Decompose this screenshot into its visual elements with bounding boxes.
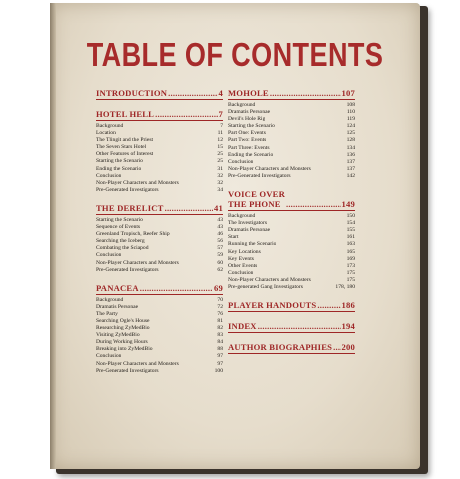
entry-title: Non-Player Characters and Monsters <box>96 360 179 367</box>
toc-section-heading[interactable] <box>228 88 355 98</box>
section-title: INTRODUCTION <box>96 88 168 98</box>
toc-entry[interactable] <box>96 158 223 165</box>
entry-page-number: 34 <box>217 186 223 193</box>
toc-entry[interactable] <box>96 325 223 332</box>
entry-page-number: 175 <box>346 269 355 276</box>
entry-page-number: 59 <box>217 252 223 259</box>
page-title: TABLE OF CONTENTS <box>86 36 384 73</box>
section-title: PANACEA <box>96 282 139 293</box>
toc-section <box>228 300 355 312</box>
section-title: THE DERELICT <box>96 202 164 213</box>
entry-page-number: 178, 180 <box>335 283 355 290</box>
toc-left-column <box>96 88 223 384</box>
entry-page-number: 165 <box>346 248 355 255</box>
entry-title: Non-Player Characters and Monsters <box>228 165 311 172</box>
dot-leader <box>165 203 213 213</box>
toc-section-heading[interactable] <box>228 300 355 310</box>
entry-page-number: 32 <box>217 172 223 179</box>
dot-leader <box>258 321 341 331</box>
entry-page-number: 83 <box>217 332 223 339</box>
entry-title: Pre-Generated Investigators <box>96 367 159 374</box>
entry-title: Visiting ZyMedBio <box>96 332 140 339</box>
entry-page-number: 169 <box>346 255 355 262</box>
entry-title: Starting the Scenario <box>96 216 143 223</box>
entry-page-number: 173 <box>346 262 355 269</box>
toc-entry[interactable] <box>96 311 223 318</box>
entry-page-number: 150 <box>346 213 355 220</box>
toc-entry[interactable] <box>96 238 223 245</box>
section-page-number: 41 <box>214 202 223 213</box>
toc-entry[interactable] <box>96 245 223 252</box>
entry-title: Pre-generated Gang Investigators <box>228 283 303 290</box>
toc-entry[interactable] <box>96 217 223 224</box>
toc-section-heading[interactable] <box>228 342 355 352</box>
section-divider <box>96 99 223 100</box>
toc-entry[interactable] <box>228 227 355 234</box>
entry-title: Other Events <box>228 262 258 269</box>
entry-page-number: 137 <box>346 165 355 172</box>
section-title: INDEX <box>228 321 257 332</box>
entry-page-number: 154 <box>346 220 355 227</box>
section-title: MOHOLE <box>228 88 269 98</box>
entry-page-number: 155 <box>346 227 355 234</box>
section-divider <box>228 332 355 333</box>
section-page-number: 194 <box>341 321 355 332</box>
toc-entry[interactable] <box>228 263 355 270</box>
entry-page-number: 25 <box>217 158 223 165</box>
entry-page-number: 100 <box>214 367 223 374</box>
entry-title: Key Locations <box>228 248 261 255</box>
dot-leader <box>270 88 341 98</box>
toc-entry[interactable] <box>228 159 355 166</box>
entry-title: Starting the Scenario <box>96 158 143 165</box>
section-page-number: 200 <box>341 342 355 353</box>
toc-section <box>96 283 223 375</box>
section-divider <box>96 214 223 215</box>
section-title: AUTHOR BIOGRAPHIES <box>228 342 333 353</box>
toc-entry[interactable] <box>96 339 223 346</box>
toc-section <box>96 109 223 194</box>
entry-page-number: 81 <box>217 317 223 324</box>
entry-title: Pre-Generated Investigators <box>96 266 159 273</box>
toc-entry[interactable] <box>96 304 223 311</box>
toc-entry[interactable] <box>228 220 355 227</box>
toc-section <box>228 189 355 291</box>
section-page-number: 107 <box>341 88 355 98</box>
entry-title: Part Two: Events <box>228 137 267 144</box>
toc-entry[interactable] <box>228 173 355 180</box>
entry-title: Background <box>228 102 256 108</box>
toc-section <box>96 88 223 100</box>
entry-page-number: 43 <box>217 216 223 223</box>
toc-entry[interactable] <box>96 137 223 144</box>
entry-page-number: 136 <box>346 151 355 158</box>
entry-title: Combating the Sciapod <box>96 245 149 252</box>
entry-page-number: 84 <box>217 339 223 346</box>
entry-page-number: 62 <box>217 266 223 273</box>
entry-title: Ending the Scenario <box>228 151 274 158</box>
entry-title: Greenland Tropisch, Reefer Ship <box>96 231 170 238</box>
entry-title: Running the Scenario <box>228 241 277 248</box>
section-title: VOICE OVER THE PHONE <box>228 189 285 210</box>
dot-leader <box>168 88 217 98</box>
toc-entry[interactable] <box>96 123 223 130</box>
toc-entry[interactable] <box>96 346 223 353</box>
toc-entry[interactable] <box>228 137 355 144</box>
toc-section <box>228 88 355 180</box>
entry-title: Conclusion <box>228 269 254 276</box>
entry-page-number: 11 <box>217 130 223 137</box>
entry-page-number: 125 <box>346 130 355 137</box>
toc-entry[interactable] <box>228 241 355 248</box>
section-title: PLAYER HANDOUTS <box>228 300 317 311</box>
entry-title: The Seven Stars Hotel <box>96 144 147 151</box>
toc-entry[interactable] <box>228 130 355 137</box>
toc-entry[interactable] <box>228 256 355 263</box>
entry-page-number: 57 <box>217 245 223 252</box>
dot-leader <box>317 300 340 310</box>
entry-title: Start <box>228 234 239 241</box>
entry-page-number: 60 <box>217 259 223 266</box>
toc-entry[interactable] <box>96 130 223 137</box>
entry-page-number: 32 <box>217 179 223 186</box>
entry-page-number: 110 <box>346 109 355 116</box>
entry-page-number: 31 <box>217 165 223 172</box>
entry-title: Sequence of Events <box>96 224 141 231</box>
entry-title: Conclusion <box>228 158 254 165</box>
toc-entry[interactable] <box>96 187 223 194</box>
entry-page-number: 124 <box>346 123 355 130</box>
entry-page-number: 163 <box>346 241 355 248</box>
entry-title: Dramatis Personae <box>96 303 139 310</box>
entry-title: Dramatis Personae <box>228 227 271 234</box>
entry-page-number: 128 <box>346 137 355 144</box>
toc-entry[interactable] <box>96 252 223 259</box>
entry-title: Background <box>96 296 124 303</box>
toc-entry[interactable] <box>96 318 223 325</box>
toc-entry[interactable] <box>228 152 355 159</box>
toc-entry[interactable] <box>96 224 223 231</box>
toc-entry[interactable] <box>96 361 223 368</box>
entry-page-number: 25 <box>217 151 223 158</box>
entry-title: Dramatis Personae <box>228 109 271 116</box>
entry-title: Conclusion <box>96 252 122 259</box>
entry-title: Pre-Generated Investigators <box>96 186 159 193</box>
section-divider <box>228 99 355 100</box>
entry-page-number: 88 <box>217 346 223 353</box>
entry-title: Background <box>96 123 124 129</box>
toc-entry[interactable] <box>228 249 355 256</box>
toc-entry[interactable] <box>96 353 223 360</box>
entry-title: Other Features of Interest <box>96 151 154 158</box>
toc-entry[interactable] <box>228 213 355 220</box>
toc-entry[interactable] <box>96 332 223 339</box>
toc-entry[interactable] <box>96 180 223 187</box>
toc-section <box>96 203 223 274</box>
entry-page-number: 97 <box>217 353 223 360</box>
entry-title: The Investigators <box>228 220 267 227</box>
toc-entry[interactable] <box>96 144 223 151</box>
section-page-number: 149 <box>341 199 355 210</box>
entry-title: Pre-Generated Investigators <box>228 172 291 179</box>
entry-title: Part One: Events <box>228 130 266 137</box>
entry-title: Conclusion <box>96 353 122 360</box>
toc-entry[interactable] <box>96 368 223 375</box>
entry-page-number: 43 <box>217 224 223 231</box>
entry-page-number: 119 <box>346 116 355 123</box>
entry-title: Non-Player Characters and Monsters <box>96 259 179 266</box>
entry-page-number: 72 <box>217 303 223 310</box>
entry-page-number: 76 <box>217 310 223 317</box>
entry-page-number: 82 <box>217 325 223 332</box>
toc-section-heading[interactable] <box>228 321 355 331</box>
entry-page-number: 46 <box>217 231 223 238</box>
toc-entry[interactable] <box>96 297 223 304</box>
entry-title: Devil's Hole Rig <box>228 116 266 123</box>
entry-title: Non-Player Characters and Monsters <box>96 179 179 186</box>
entry-title: Breaking into ZyMedBio <box>96 346 153 353</box>
section-divider <box>228 353 355 354</box>
entry-page-number: 12 <box>217 137 223 144</box>
entry-title: The Tlingit and the Priest <box>96 137 154 144</box>
toc-right-column <box>228 88 355 363</box>
entry-page-number: 56 <box>217 238 223 245</box>
section-title: HOTEL HELL <box>96 109 155 119</box>
entry-page-number: 108 <box>346 102 355 108</box>
toc-entry[interactable] <box>228 145 355 152</box>
section-divider <box>96 294 223 295</box>
toc-section <box>228 321 355 333</box>
entry-title: Starting the Scenario <box>228 123 275 130</box>
toc-section <box>228 342 355 354</box>
entry-page-number: 175 <box>346 276 355 283</box>
section-divider <box>96 120 223 121</box>
toc-entry[interactable] <box>228 109 355 116</box>
entry-title: During Working Hours <box>96 339 148 346</box>
toc-entry[interactable] <box>96 260 223 267</box>
toc-section-heading[interactable] <box>96 283 223 293</box>
entry-title: Background <box>228 213 256 220</box>
toc-section-heading[interactable] <box>96 203 223 213</box>
toc-section-heading[interactable] <box>96 88 223 98</box>
entry-title: Non-Player Characters and Monsters <box>228 276 311 283</box>
section-divider <box>228 210 355 211</box>
entry-title: Conclusion <box>96 172 122 179</box>
section-page-number: 7 <box>218 109 223 119</box>
entry-title: Researching ZyMedBio <box>96 325 150 332</box>
entry-page-number: 97 <box>217 360 223 367</box>
entry-title: The Party <box>96 310 118 317</box>
toc-entry[interactable] <box>96 166 223 173</box>
entry-page-number: 134 <box>346 144 355 151</box>
entry-page-number: 7 <box>220 123 223 129</box>
section-page-number: 4 <box>218 88 223 98</box>
entry-title: Searching Ogle's House <box>96 317 150 324</box>
entry-title: Searching the Iceberg <box>96 238 145 245</box>
entry-page-number: 15 <box>217 144 223 151</box>
dot-leader <box>155 109 217 119</box>
toc-entry[interactable] <box>228 234 355 241</box>
dot-leader <box>140 283 213 293</box>
toc-entry[interactable] <box>228 284 355 291</box>
entry-page-number: 142 <box>346 172 355 179</box>
entry-title: Ending the Scenario <box>96 165 142 172</box>
entry-page-number: 137 <box>346 158 355 165</box>
toc-entry[interactable] <box>228 270 355 277</box>
dot-leader <box>333 342 340 352</box>
toc-entry[interactable] <box>96 173 223 180</box>
dot-leader <box>286 199 341 209</box>
entry-title: Location <box>96 130 116 137</box>
toc-entry[interactable] <box>228 277 355 284</box>
section-divider <box>228 311 355 312</box>
section-page-number: 186 <box>341 300 355 311</box>
toc-entry[interactable] <box>96 151 223 158</box>
page-spine <box>50 3 56 469</box>
toc-entry[interactable] <box>96 267 223 274</box>
toc-entry[interactable] <box>228 102 355 109</box>
toc-entry[interactable] <box>96 231 223 238</box>
entry-page-number: 70 <box>217 296 223 303</box>
section-page-number: 69 <box>214 282 223 293</box>
entry-title: Key Events <box>228 255 254 262</box>
toc-section-heading[interactable] <box>228 189 355 209</box>
toc-entry[interactable] <box>228 116 355 123</box>
toc-entry[interactable] <box>228 166 355 173</box>
toc-entry[interactable] <box>228 123 355 130</box>
entry-page-number: 161 <box>346 234 355 241</box>
toc-section-heading[interactable] <box>96 109 223 119</box>
entry-title: Part Three: Events <box>228 144 270 151</box>
